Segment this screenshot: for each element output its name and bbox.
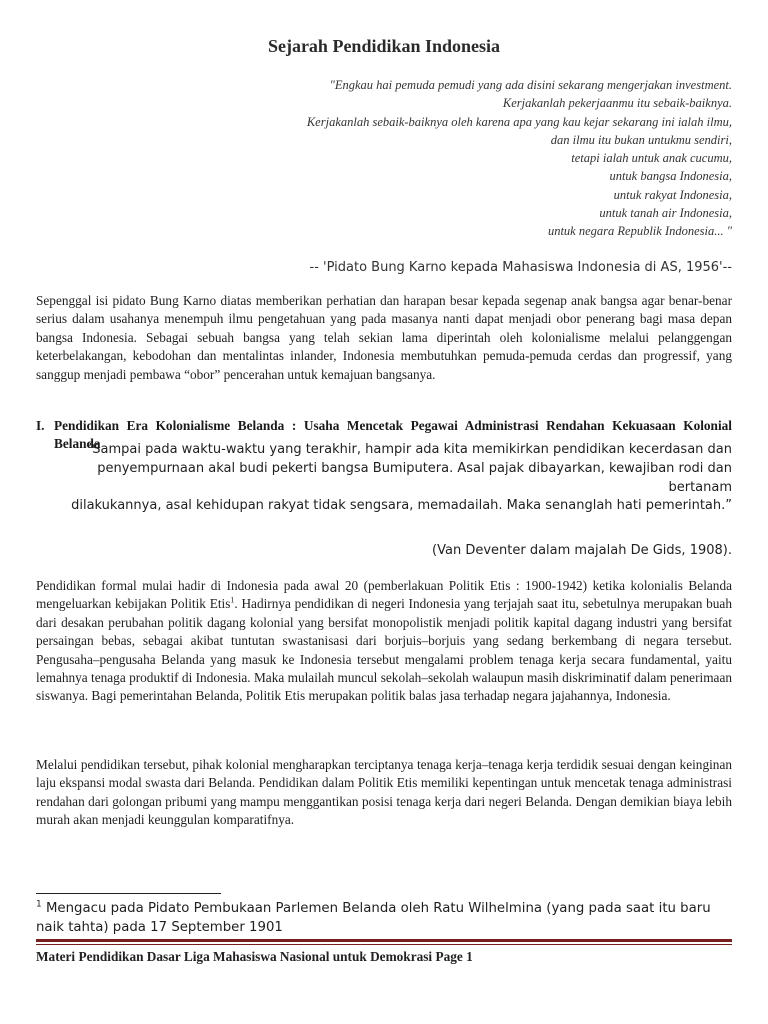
block-quote (36, 441, 732, 516)
footer-rule-thin (36, 944, 732, 945)
footnote-text: Mengacu pada Pidato Pembukaan Parlemen Belanda oleh Ratu Wilhelmina (yang pada saat itu baru naik tahta) pada 17 September 1901 (36, 901, 711, 935)
quote-line: ”Sampai pada waktu-waktu yang terakhir, hampir ada kita memikirkan pendidikan kecerdasan dan (85, 442, 732, 457)
poem-line: dan ilmu itu bukan untukmu sendiri, (550, 132, 732, 147)
poem-line: untuk negara Republik Indonesia... " (547, 224, 732, 239)
footnote (36, 900, 732, 937)
intro-paragraph: Sepenggal isi pidato Bung Karno diatas memberikan perhatian dan harapan besar kepada segenap anak bangsa agar benar-benar serius dalam usahanya menempuh ilmu pengetahuan yang pada masanya nanti dapat menjadi obor penerang bagi masa depan bangsa Indonesia. Sebagai sebuah bangsa yang telah sekian lama diperintah oleh kolonialisme melalui pelanggengan keterbelakangan, kebodohan dan mentalintas inlander, Indonesia membutuhkan pemuda-pemuda cerdas dan progressif, yang sanggup menjadi pembawa “obor” pencerahan untuk kemajuan bangsanya. (36, 293, 732, 382)
quote-line: penyempurnaan akal budi pekerti bangsa Bumiputera. Asal pajak dibayarkan, kewajiban rodi dan bertanam (97, 460, 732, 495)
poem-line: Kerjakanlah sebaik-baiknya oleh karena apa yang kau kejar sekarang ini ialah ilmu, (306, 114, 732, 129)
footnote-reference[interactable]: 1 (230, 595, 235, 605)
body-paragraph-pendidikan: Melalui pendidikan tersebut, pihak kolonial mengharapkan terciptanya tenaga kerja–tenaga kerja terdidik sesuai dengan keinginan laju ekspansi modal swasta dari Belanda. Pendidikan dalam Politik Etis memiliki kepentingan untuk mencetak tenaga administrasi rendahan dari golongan pribumi yang mampu menggantikan posisi tenaga kerja dari negeri Belanda. Dengan demikian biaya lebih murah akan menjadi keunggulan komparatifnya. (36, 757, 732, 828)
quote-source: (Van Deventer dalam majalah De Gids, 1908). (432, 543, 732, 558)
footnote-separator (36, 893, 221, 894)
footer-rule (36, 939, 732, 942)
section-heading-text: Pendidikan Era Kolonialisme Belanda : Usaha Mencetak Pegawai Administrasi Rendahan Kekuasaan Kolonial Belanda (54, 418, 732, 452)
poem-line: tetapi ialah untuk anak cucumu, (571, 151, 732, 166)
poem-line: "Engkau hai pemuda pemudi yang ada disini sekarang mengerjakan investment. (329, 78, 732, 92)
footnote-number: 1 (36, 899, 42, 910)
paragraph-text: . Hadirnya pendidikan di negeri Indonesia yang terjajah saat itu, sebetulnya merupakan buah dari desakan perubahan politik dagang kolonial yang bersifat monopolistik menjadi politik kapital dagang industri yang bersifat persaingan bebas, sebagai akibat tuntutan swastanisasi dari borjuis–borjuis yang sedang berkembang di negara tersebut. Pengusaha–pengusaha Belanda yang masuk ke Indonesia tersebut mengalami problem tenaga kerja secara fundamental, yaitu lemahnya tenaga produktif di Indonesia. Maka mulailah muncul sekolah–sekolah walaupun masih diskriminatif dalam penerimaan siswanya. Bagi pemerintahan Belanda, Politik Etis merupakan politik balas jasa terhadap negara jajahannya, Indonesia. (36, 596, 732, 704)
paragraph-text: Pendidikan formal mulai hadir di Indonesia pada awal 20 (pemberlakuan Politik Etis : 1900-1942) ketika kolonialis Belanda mengeluarkan kebijakan Politik Etis (36, 578, 732, 612)
page-footer: Materi Pendidikan Dasar Liga Mahasiswa Nasional untuk Demokrasi Page 1 (36, 949, 473, 964)
poem-line: untuk rakyat Indonesia, (613, 187, 732, 202)
section-number: I. (36, 418, 45, 433)
body-paragraph-politik-etis (36, 577, 732, 706)
poem-quote (36, 76, 732, 241)
poem-line: Kerjakanlah pekerjaanmu itu sebaik-baiknya. (502, 96, 732, 111)
document-page (36, 0, 732, 1024)
poem-attribution: -- 'Pidato Bung Karno kepada Mahasiswa Indonesia di AS, 1956'-- (309, 260, 732, 275)
quote-line: dilakukannya, asal kehidupan rakyat tidak sengsara, memadailah. Maka senanglah hati pemerintah.” (71, 498, 732, 514)
document-title: Sejarah Pendidikan Indonesia (267, 36, 501, 56)
poem-line: untuk tanah air Indonesia, (599, 206, 732, 221)
poem-line: untuk bangsa Indonesia, (609, 169, 732, 184)
